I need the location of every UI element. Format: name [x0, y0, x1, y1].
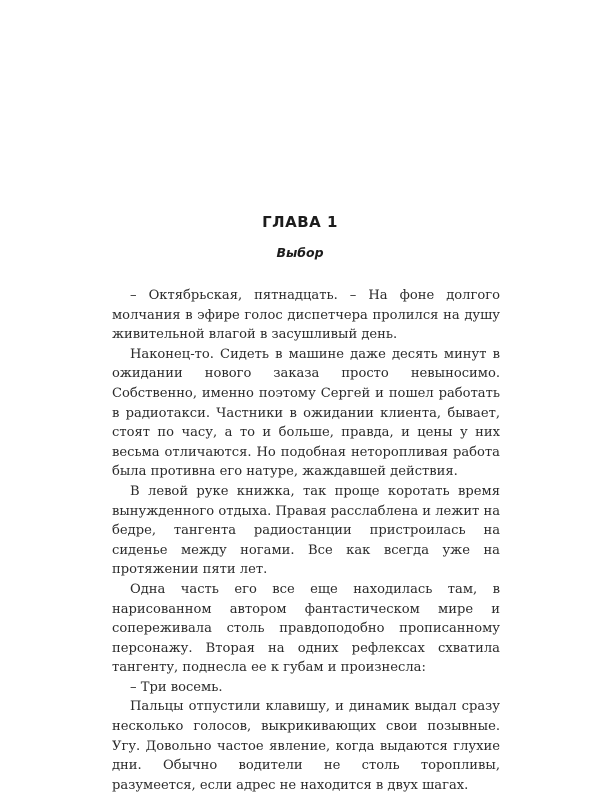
paragraph: Одна часть его все еще находилась там, в нарисованном автором фантастическом мире и сопереживала столь правдоподобно прописанному персонажу. Вторая на одних рефлексах схватила тангенту, поднесла ее к губам и произнесла: [112, 581, 500, 676]
paragraph: – Три восемь. [130, 679, 223, 695]
chapter-text [112, 286, 500, 795]
chapter-title: ГЛАВА 1 [262, 213, 338, 231]
paragraph: В левой руке книжка, так проще коротать время вынужденного отдыха. Правая расслаблена и лежит на бедре, тангента радиостанции пристроилась на сиденье между ногами. Все как всегда уже на протяжении пяти лет. [112, 483, 500, 578]
chapter-subtitle: Выбор [276, 245, 324, 260]
paragraph: – Октябрьская, пятнадцать. – На фоне долгого молчания в эфире голос диспетчера пролился на душу живительной влагой в засушливый день. [112, 288, 500, 343]
paragraph: Пальцы отпустили клавишу, и динамик выдал сразу несколько голосов, выкрикивающих свои позывные. Угу. Довольно частое явление, когда выдаются глухие дни. Обычно водители не столь торопливы, разумеется, если адрес не находится в двух шагах. [112, 699, 500, 793]
paragraph: Наконец-то. Сидеть в машине даже десять минут в ожидании нового заказа просто невыносимо. Собственно, именно поэтому Сергей и пошел работать в радиотакси. Частники в ожидании клиента, бывает, стоят по часу, а то и больше, правда, и цены у них весьма отличаются. Но подобная неторопливая работа была противна его натуре, жаждавшей действия. [112, 346, 500, 480]
